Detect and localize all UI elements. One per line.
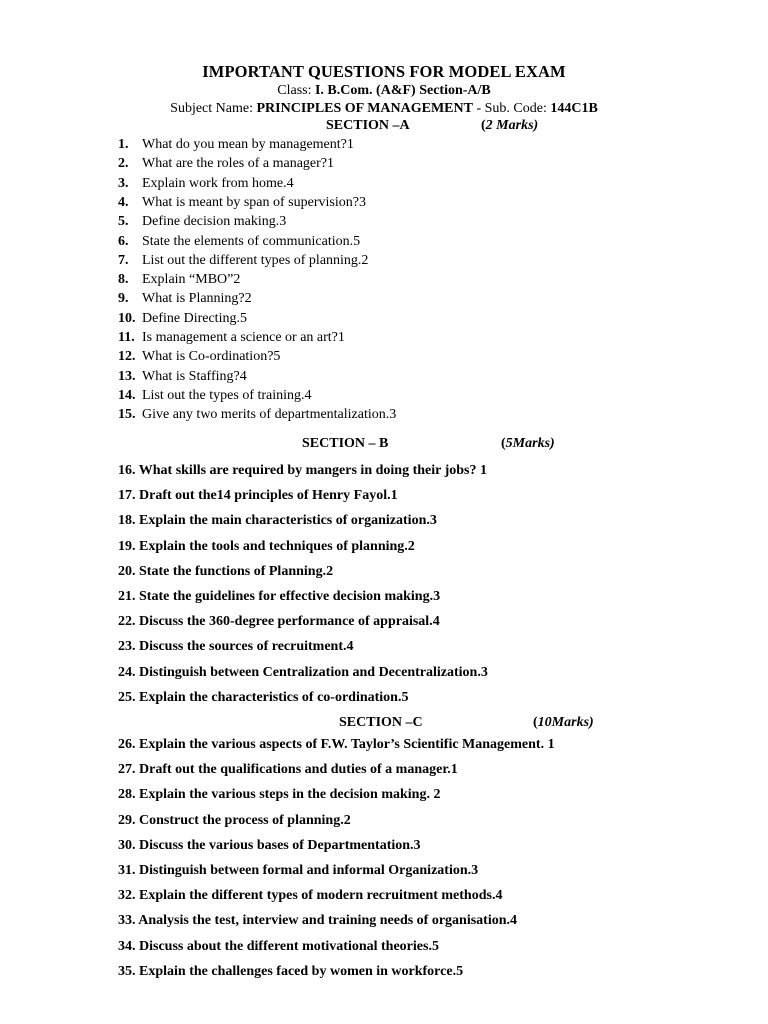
subject-label: Subject Name: bbox=[170, 101, 253, 116]
question-item bbox=[118, 737, 555, 753]
question-text: Explain the characteristics of co-ordination.5 bbox=[139, 689, 409, 705]
question-item bbox=[118, 291, 252, 307]
question-item bbox=[118, 488, 398, 504]
question-item bbox=[118, 614, 440, 630]
question-item bbox=[118, 253, 368, 269]
question-item bbox=[118, 156, 334, 172]
section-a-marks-open: ( bbox=[481, 118, 486, 133]
question-item bbox=[118, 513, 437, 529]
question-number: 12. bbox=[118, 349, 136, 365]
question-item bbox=[118, 272, 240, 288]
question-number: 7. bbox=[118, 252, 129, 268]
question-text: What skills are required by mangers in doing their jobs? 1 bbox=[138, 463, 487, 478]
question-item bbox=[118, 137, 354, 153]
question-text: Explain work from home.4 bbox=[142, 175, 294, 191]
section-c-marks-open: ( bbox=[533, 715, 538, 730]
question-number: 32. bbox=[118, 888, 136, 904]
question-item bbox=[118, 539, 415, 555]
question-item bbox=[118, 330, 345, 346]
question-text: Explain the main characteristics of organization.3 bbox=[139, 513, 437, 529]
question-number: 13. bbox=[118, 368, 136, 384]
question-text: Distinguish between formal and informal Organization.3 bbox=[139, 863, 479, 878]
question-text: State the elements of communication.5 bbox=[142, 233, 361, 249]
question-item bbox=[118, 234, 360, 250]
question-text: Give any two merits of departmentalization.3 bbox=[142, 407, 397, 423]
section-b-marks bbox=[501, 436, 555, 452]
question-number: 16. bbox=[118, 463, 136, 478]
question-text: State the functions of Planning.2 bbox=[139, 563, 334, 579]
section-c-title: SECTION –C bbox=[339, 715, 423, 730]
question-number: 5. bbox=[118, 214, 129, 230]
question-number: 34. bbox=[118, 938, 136, 954]
question-item bbox=[118, 195, 366, 211]
question-text: Distinguish between Centralization and Decentralization.3 bbox=[139, 664, 488, 680]
question-item bbox=[118, 176, 294, 192]
question-text: Explain the tools and techniques of planning.2 bbox=[139, 538, 415, 554]
question-number: 10. bbox=[118, 310, 136, 326]
question-number: 14. bbox=[118, 387, 136, 403]
section-b-marks-text: 5Marks) bbox=[505, 436, 555, 451]
question-item bbox=[118, 838, 421, 854]
sub-code-value: 144C1B bbox=[550, 101, 598, 116]
section-c-marks-text: 10Marks) bbox=[537, 715, 594, 730]
question-text: Is management a science or an art?1 bbox=[142, 330, 345, 345]
question-number: 20. bbox=[118, 563, 136, 579]
page-title: IMPORTANT QUESTIONS FOR MODEL EXAM bbox=[202, 62, 566, 81]
question-number: 35. bbox=[118, 963, 136, 979]
question-text: Draft out the qualifications and duties of a manager.1 bbox=[139, 762, 458, 778]
question-number: 33. bbox=[118, 913, 136, 929]
question-number: 6. bbox=[118, 233, 129, 249]
question-number: 24. bbox=[118, 664, 136, 680]
class-line bbox=[0, 83, 768, 99]
question-number: 8. bbox=[118, 272, 129, 288]
question-item bbox=[118, 665, 488, 681]
question-number: 9. bbox=[118, 291, 129, 307]
question-text: List out the types of training.4 bbox=[142, 387, 312, 403]
section-b-marks-open: ( bbox=[501, 436, 506, 451]
question-text: What is meant by span of supervision?3 bbox=[142, 194, 366, 210]
subject-value: PRINCIPLES OF MANAGEMENT bbox=[256, 101, 473, 116]
question-number: 27. bbox=[118, 762, 136, 778]
question-item bbox=[118, 463, 487, 479]
question-text: Construct the process of planning.2 bbox=[139, 812, 351, 828]
question-text: Analysis the test, interview and training needs of organisation.4 bbox=[138, 913, 518, 929]
question-number: 25. bbox=[118, 689, 136, 705]
question-number: 29. bbox=[118, 812, 136, 828]
question-text: What is Planning?2 bbox=[142, 291, 252, 307]
question-number: 30. bbox=[118, 837, 136, 853]
question-number: 21. bbox=[118, 589, 136, 604]
question-item bbox=[118, 639, 354, 655]
question-number: 2. bbox=[118, 156, 129, 172]
question-text: Define Directing.5 bbox=[142, 310, 247, 326]
question-text: Explain the various aspects of F.W. Taylor’s Scientific Management. 1 bbox=[139, 737, 555, 752]
section-a-marks-text: 2 Marks) bbox=[485, 118, 539, 133]
question-item bbox=[118, 762, 458, 778]
question-text: Discuss the sources of recruitment.4 bbox=[139, 639, 354, 655]
question-number: 3. bbox=[118, 175, 129, 191]
question-item bbox=[118, 388, 312, 404]
question-number: 28. bbox=[118, 787, 136, 803]
question-number: 4. bbox=[118, 194, 129, 210]
question-item bbox=[118, 964, 463, 980]
question-text: State the guidelines for effective decision making.3 bbox=[139, 589, 441, 604]
question-item bbox=[118, 888, 502, 904]
question-item bbox=[118, 913, 517, 929]
question-text: Define decision making.3 bbox=[142, 214, 287, 230]
subject-line bbox=[0, 101, 768, 117]
question-text: What do you mean by management?1 bbox=[142, 137, 354, 152]
question-item bbox=[118, 564, 333, 580]
question-item bbox=[118, 863, 478, 879]
question-text: Discuss about the different motivational theories.5 bbox=[139, 938, 439, 954]
question-item bbox=[118, 589, 440, 605]
question-number: 31. bbox=[118, 863, 136, 878]
question-number: 19. bbox=[118, 538, 136, 554]
question-text: Explain the challenges faced by women in workforce.5 bbox=[139, 963, 464, 979]
question-item bbox=[118, 349, 280, 365]
question-text: Draft out the14 principles of Henry Fayol.1 bbox=[139, 488, 398, 504]
question-text: What are the roles of a manager?1 bbox=[142, 156, 335, 172]
question-item bbox=[118, 407, 396, 423]
question-item bbox=[118, 214, 286, 230]
question-text: What is Staffing?4 bbox=[142, 368, 247, 384]
question-number: 17. bbox=[118, 488, 136, 504]
class-label: Class: bbox=[277, 83, 312, 98]
question-item bbox=[118, 369, 247, 385]
question-number: 22. bbox=[118, 614, 136, 630]
question-text: What is Co-ordination?5 bbox=[142, 349, 281, 365]
section-a-title: SECTION –A bbox=[326, 118, 410, 133]
question-number: 23. bbox=[118, 639, 136, 655]
question-item bbox=[118, 690, 408, 706]
question-item bbox=[118, 311, 247, 327]
sub-code-label: - Sub. Code: bbox=[476, 101, 547, 116]
question-number: 26. bbox=[118, 737, 136, 752]
question-text: Explain “MBO”2 bbox=[142, 272, 241, 288]
question-item bbox=[118, 787, 440, 803]
question-item bbox=[118, 939, 439, 955]
question-text: List out the different types of planning.2 bbox=[142, 252, 369, 268]
class-value: I. B.Com. (A&F) Section-A/B bbox=[314, 83, 491, 98]
section-a-marks bbox=[481, 118, 538, 134]
question-text: Discuss the 360-degree performance of appraisal.4 bbox=[139, 614, 440, 630]
question-number: 18. bbox=[118, 513, 136, 529]
question-item bbox=[118, 813, 351, 829]
question-number: 11. bbox=[118, 330, 135, 345]
section-b-title: SECTION – B bbox=[302, 436, 389, 451]
question-number: 15. bbox=[118, 407, 136, 423]
question-text: Explain the different types of modern recruitment methods.4 bbox=[139, 888, 503, 904]
question-text: Discuss the various bases of Departmentation.3 bbox=[139, 837, 421, 853]
question-number: 1. bbox=[118, 137, 129, 152]
question-text: Explain the various steps in the decision making. 2 bbox=[139, 787, 441, 803]
section-c-marks bbox=[533, 715, 594, 731]
